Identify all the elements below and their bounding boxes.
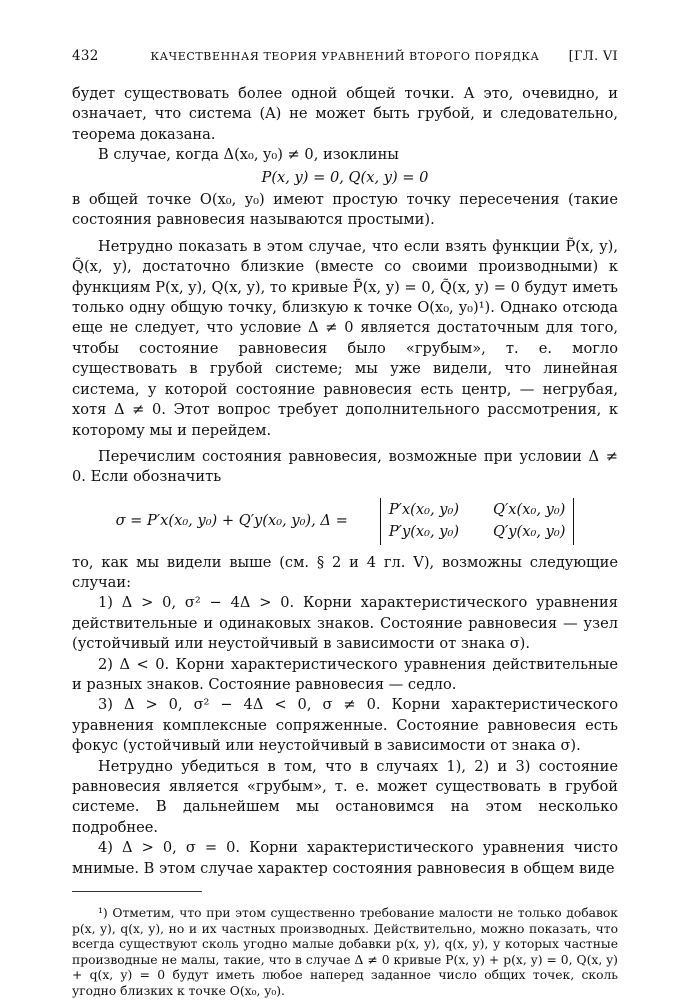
equation-isoclines: P(x, y) = 0, Q(x, y) = 0 xyxy=(261,168,429,186)
paragraph-1: будет существовать более одной общей точки. А это, очевидно, и означает, что система (A) не может быть грубой, и следовательно, теорема доказана. xyxy=(72,85,618,143)
paragraph-7: Нетрудно убедиться в том, что в случаях 1), 2) и 3) состояние равновесия является «грубым», т. е. может существовать в грубой системе. В дальнейшем мы остановимся на этом несколько подробнее. xyxy=(72,757,618,836)
running-title: КАЧЕСТВЕННАЯ ТЕОРИЯ УРАВНЕНИЙ ВТОРОГО ПОРЯДКА xyxy=(150,50,540,63)
main-text xyxy=(72,84,618,879)
paragraph-5: Перечислим состояния равновесия, возможные при условии Δ ≠ 0. Если обозначить xyxy=(72,447,618,486)
paragraph-6: то, как мы видели выше (см. § 2 и 4 гл. V), возможны следующие случаи: xyxy=(72,553,618,591)
page-number: 432 xyxy=(72,48,99,64)
det-cell: P′x(x₀, y₀) xyxy=(388,500,460,518)
det-cell: P′y(x₀, y₀) xyxy=(388,523,460,541)
case-4: 4) Δ > 0, σ = 0. Корни характеристического уравнения чисто мнимые. В этом случае характер состояния равновесия в общем виде xyxy=(72,839,618,877)
formula-sigma-delta xyxy=(72,498,618,545)
formula-lhs: σ = P′x(x₀, y₀) + Q′y(x₀, y₀), Δ = xyxy=(115,511,348,529)
case-1: 1) Δ > 0, σ² − 4Δ > 0. Корни характеристического уравнения действительные и одинаковых знаков. Состояние равновесия — узел (устойчивый или неустойчивый в зависимости от знака σ). xyxy=(72,594,618,653)
determinant xyxy=(380,498,575,545)
footnote: ¹) Отметим, что при этом существенно требование малости не только добавок p(x, y), q(x, y), но и их частных производных. Действительно, можно показать, что всегда существуют сколь угодно малые добавки p(x, y), q(x, y), у которых частные производные не малы, такие, что в случае Δ ≠ 0 кривые P(x, y) + p(x, y) = 0, Q(x, y) + q(x, y) = 0 будут иметь любое наперед заданное число общих точек, сколь угодно близких к точке O(x₀, y₀). xyxy=(72,906,618,998)
case-2: 2) Δ < 0. Корни характеристического уравнения действительные и разных знаков. Состояние равновесия — седло. xyxy=(72,655,618,693)
det-cell: Q′x(x₀, y₀) xyxy=(493,500,566,518)
paragraph-4: Нетрудно показать в этом случае, что если взять функции P̃(x, y), Q̃(x, y), достаточно близкие (вместе со своими производными) к функциям P(x, y), Q(x, y), то кривые P̃(x, y) = 0, Q̃(x, y) = 0 будут иметь только одну общую точку, близкую к точке O(x₀, y₀)¹). Однако отсюда еще не следует, что условие Δ ≠ 0 является достаточным для того, чтобы состояние равновесия было «грубым», т. е. могло существовать в грубой системе; мы уже видели, что линейная система, у которой состояние равновесия есть центр, — негрубая, хотя Δ ≠ 0. Этот вопрос требует дополнительного рассмотрения, к которому мы и перейдем. xyxy=(72,237,618,439)
case-3: 3) Δ > 0, σ² − 4Δ < 0, σ ≠ 0. Корни характеристического уравнения комплексные сопряженные. Состояние равновесия есть фокус (устойчивый или неустойчивый в зависимости от знака σ). xyxy=(72,696,618,755)
page-header xyxy=(72,48,618,64)
paragraph-2: В случае, когда Δ(x₀, y₀) ≠ 0, изоклины xyxy=(98,146,399,164)
footnote-rule xyxy=(72,891,202,892)
det-cell: Q′y(x₀, y₀) xyxy=(493,523,566,541)
book-page xyxy=(72,48,618,1000)
paragraph-3: в общей точке O(x₀, y₀) имеют простую точку пересечения (такие состояния равновесия называются простыми). xyxy=(72,191,618,229)
chapter-label: [ГЛ. VI xyxy=(568,49,618,64)
